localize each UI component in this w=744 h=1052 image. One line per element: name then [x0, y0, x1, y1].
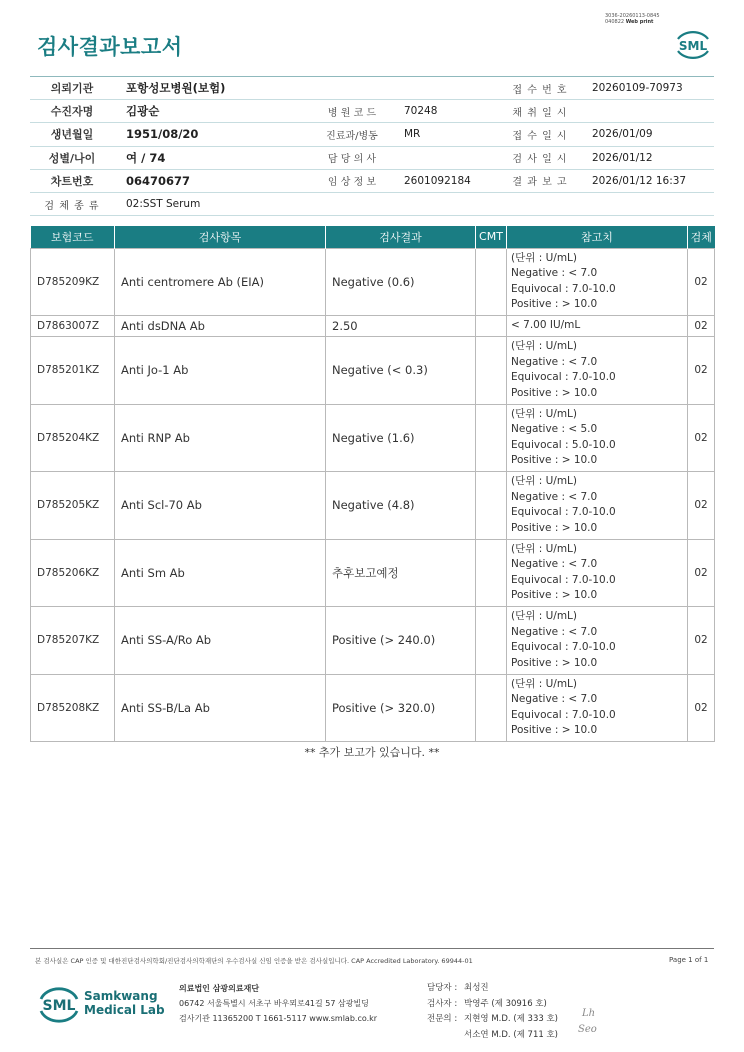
specimen-code: 02 [688, 248, 715, 316]
reference-line: Positive : > 10.0 [511, 724, 598, 737]
cmt-cell [476, 607, 507, 675]
test-result: Negative (0.6) [326, 248, 476, 316]
cmt-cell [476, 674, 507, 742]
info-label: 병 원 코 드 [312, 100, 392, 123]
reference-line: Negative : < 7.0 [511, 625, 598, 638]
staff-info [427, 981, 558, 1043]
reference-range [507, 674, 688, 742]
test-result: 2.50 [326, 316, 476, 337]
info-label [312, 77, 392, 100]
additional-report-note: ** 추가 보고가 있습니다. ** [304, 746, 440, 759]
reference-range [507, 539, 688, 607]
info-value: 70248 [392, 100, 500, 123]
result-row [31, 539, 715, 607]
col-header-result: 검사결과 [326, 226, 476, 248]
info-value: 2026/01/12 16:37 [580, 169, 714, 192]
info-label: 검 사 일 시 [500, 146, 580, 169]
staff-row [427, 981, 558, 997]
corporation-contact: 검사기관 11365200 T 1661-5117 www.smlab.co.kr [179, 1014, 378, 1023]
reference-line: Negative : < 7.0 [511, 558, 598, 571]
result-row [31, 607, 715, 675]
info-label: 임 상 정 보 [312, 169, 392, 192]
col-header-specimen: 검체 [688, 226, 715, 248]
test-result: 추후보고예정 [326, 539, 476, 607]
test-item: Anti Jo-1 Ab [115, 337, 326, 405]
reference-line: Equivocal : 7.0-10.0 [511, 641, 616, 654]
reference-line: Equivocal : 7.0-10.0 [511, 573, 616, 586]
specimen-code: 02 [688, 674, 715, 742]
reference-line: Negative : < 7.0 [511, 490, 598, 503]
insurance-code: D785208KZ [31, 674, 115, 742]
test-item: Anti dsDNA Ab [115, 316, 326, 337]
corporation-address: 06742 서울특별시 서초구 바우뫼로41길 57 삼광빌딩 [179, 999, 369, 1008]
staff-role: 담당자 : [427, 983, 458, 993]
print-code-label: Web print [625, 19, 654, 25]
specimen-row [30, 192, 714, 215]
info-value: 20260109-70973 [580, 77, 714, 100]
reference-line: Positive : > 10.0 [511, 298, 598, 311]
col-header-cmt: CMT [476, 226, 507, 248]
test-item: Anti Sm Ab [115, 539, 326, 607]
staff-role [427, 1028, 464, 1044]
reference-line: Equivocal : 7.0-10.0 [511, 708, 616, 721]
info-value [392, 146, 500, 169]
reference-line: Negative : < 7.0 [511, 693, 598, 706]
info-value: 김광순 [114, 100, 312, 123]
test-result: Positive (> 240.0) [326, 607, 476, 675]
test-result: Positive (> 320.0) [326, 674, 476, 742]
reference-line: Positive : > 10.0 [511, 454, 598, 467]
reference-line: Positive : > 10.0 [511, 521, 598, 534]
info-row [30, 123, 714, 146]
info-label: 진료과/병동 [312, 123, 392, 146]
signature-1: Lh [582, 1008, 596, 1019]
info-label: 결 과 보 고 [500, 169, 580, 192]
info-label: 담 당 의 사 [312, 146, 392, 169]
specimen-code: 02 [688, 404, 715, 472]
insurance-code: D785206KZ [31, 539, 115, 607]
reference-line: Positive : > 10.0 [511, 386, 598, 399]
reference-line: (단위 : U/mL) [511, 251, 577, 264]
brand-line2: Medical Lab [84, 1003, 165, 1017]
info-row [30, 169, 714, 192]
info-label: 접 수 번 호 [500, 77, 580, 100]
result-row [31, 472, 715, 540]
col-header-reference: 참고치 [507, 226, 688, 248]
insurance-code: D785201KZ [31, 337, 115, 405]
result-row [31, 674, 715, 742]
reference-line: Equivocal : 7.0-10.0 [511, 371, 616, 384]
specimen-code: 02 [688, 316, 715, 337]
insurance-code: D7863007Z [31, 316, 115, 337]
reference-line: Negative : < 5.0 [511, 423, 598, 436]
reference-line: Equivocal : 7.0-10.0 [511, 282, 616, 295]
patient-info-table [30, 76, 714, 216]
staff-row [427, 997, 558, 1013]
staff-name: 지현영 M.D. (제 333 호) [464, 1014, 559, 1024]
reference-line: (단위 : U/mL) [511, 475, 577, 488]
reference-line: (단위 : U/mL) [511, 610, 577, 623]
info-label: 성별/나이 [30, 146, 114, 169]
insurance-code: D785204KZ [31, 404, 115, 472]
footer-logo-text: SML [42, 998, 76, 1014]
info-label: 생년월일 [30, 123, 114, 146]
reference-line: (단위 : U/mL) [511, 677, 577, 690]
info-value: MR [392, 123, 500, 146]
info-value: 06470677 [114, 169, 312, 192]
test-item: Anti SS-A/Ro Ab [115, 607, 326, 675]
test-result: Negative (< 0.3) [326, 337, 476, 405]
brand-line1: Samkwang [84, 989, 158, 1003]
footer-sml-logo [37, 982, 81, 1026]
staff-name: 서소연 M.D. (제 711 호) [464, 1029, 559, 1040]
brand-name [84, 989, 165, 1017]
specimen-code: 02 [688, 607, 715, 675]
test-item: Anti Scl-70 Ab [115, 472, 326, 540]
insurance-code: D785205KZ [31, 472, 115, 540]
cmt-cell [476, 337, 507, 405]
staff-name: 최성진 [464, 983, 489, 993]
cmt-cell [476, 316, 507, 337]
specimen-code: 02 [688, 539, 715, 607]
test-item: Anti SS-B/La Ab [115, 674, 326, 742]
reference-line: Equivocal : 5.0-10.0 [511, 438, 616, 451]
cmt-cell [476, 404, 507, 472]
info-value: 2026/01/09 [580, 123, 714, 146]
col-header-code: 보험코드 [31, 226, 115, 248]
result-row [31, 316, 715, 337]
page-number: Page 1 of 1 [669, 956, 709, 964]
reference-range [507, 607, 688, 675]
reference-range [507, 248, 688, 316]
print-code-line1: 3036-20260113-0845 [605, 13, 660, 19]
certification-note: 본 검사실은 CAP 인증 및 대한진단검사의학회/진단검사의학재단의 우수검사실 신임 인증을 받은 검사실입니다. CAP Accredited Laboratory. 69944-01 [35, 957, 473, 965]
reference-range [507, 316, 688, 337]
info-row [30, 100, 714, 123]
signature-2: Seo [578, 1024, 597, 1035]
col-header-item: 검사항목 [115, 226, 326, 248]
test-item: Anti centromere Ab (EIA) [115, 248, 326, 316]
reference-line: (단위 : U/mL) [511, 340, 577, 353]
info-value: 2026/01/12 [580, 146, 714, 169]
info-label: 차트번호 [30, 169, 114, 192]
info-value: 여 / 74 [114, 146, 312, 169]
corporation-name: 의료법인 삼광의료재단 [179, 984, 260, 993]
reference-line: Negative : < 7.0 [511, 267, 598, 280]
reference-range [507, 404, 688, 472]
info-value: 2601092184 [392, 169, 500, 192]
specimen-label: 검 체 종 류 [30, 192, 114, 215]
cmt-cell [476, 248, 507, 316]
document-print-code [605, 13, 685, 25]
specimen-code: 02 [688, 337, 715, 405]
cmt-cell [476, 539, 507, 607]
print-code-number: 040822 [605, 19, 625, 25]
specimen-code: 02 [688, 472, 715, 540]
test-result: Negative (1.6) [326, 404, 476, 472]
staff-role: 전문의 : [427, 1014, 458, 1024]
reference-line: < 7.00 IU/mL [511, 319, 581, 332]
info-label: 채 취 일 시 [500, 100, 580, 123]
reference-line: Positive : > 10.0 [511, 656, 598, 669]
info-label: 접 수 일 시 [500, 123, 580, 146]
result-row [31, 337, 715, 405]
results-header-row [31, 226, 715, 248]
page-title: 검사결과보고서 [37, 35, 183, 59]
sml-logo [672, 25, 714, 63]
staff-name: 박영주 (제 30916 호) [464, 998, 547, 1009]
reference-line: Negative : < 7.0 [511, 355, 598, 368]
info-value [392, 77, 500, 100]
reference-line: (단위 : U/mL) [511, 407, 577, 420]
insurance-code: D785207KZ [31, 607, 115, 675]
results-table [30, 226, 715, 742]
reference-range [507, 472, 688, 540]
reference-range [507, 337, 688, 405]
reference-line: (단위 : U/mL) [511, 542, 577, 555]
info-value: 1951/08/20 [114, 123, 312, 146]
result-row [31, 404, 715, 472]
info-value: 포항성모병원(보험) [114, 77, 312, 100]
info-row [30, 146, 714, 169]
cmt-cell [476, 472, 507, 540]
staff-row [427, 1028, 558, 1044]
reference-line: Positive : > 10.0 [511, 589, 598, 602]
corporation-info [179, 981, 377, 1026]
result-row [31, 248, 715, 316]
staff-role: 검사자 : [427, 998, 458, 1009]
footer-divider [30, 948, 714, 949]
staff-row [427, 1012, 558, 1028]
insurance-code: D785209KZ [31, 248, 115, 316]
info-label: 수진자명 [30, 100, 114, 123]
reference-line: Equivocal : 7.0-10.0 [511, 506, 616, 519]
info-row [30, 77, 714, 100]
specimen-value: 02:SST Serum [114, 192, 714, 215]
info-value [580, 100, 714, 123]
test-result: Negative (4.8) [326, 472, 476, 540]
logo-text: SML [678, 39, 708, 53]
test-item: Anti RNP Ab [115, 404, 326, 472]
info-label: 의뢰기관 [30, 77, 114, 100]
